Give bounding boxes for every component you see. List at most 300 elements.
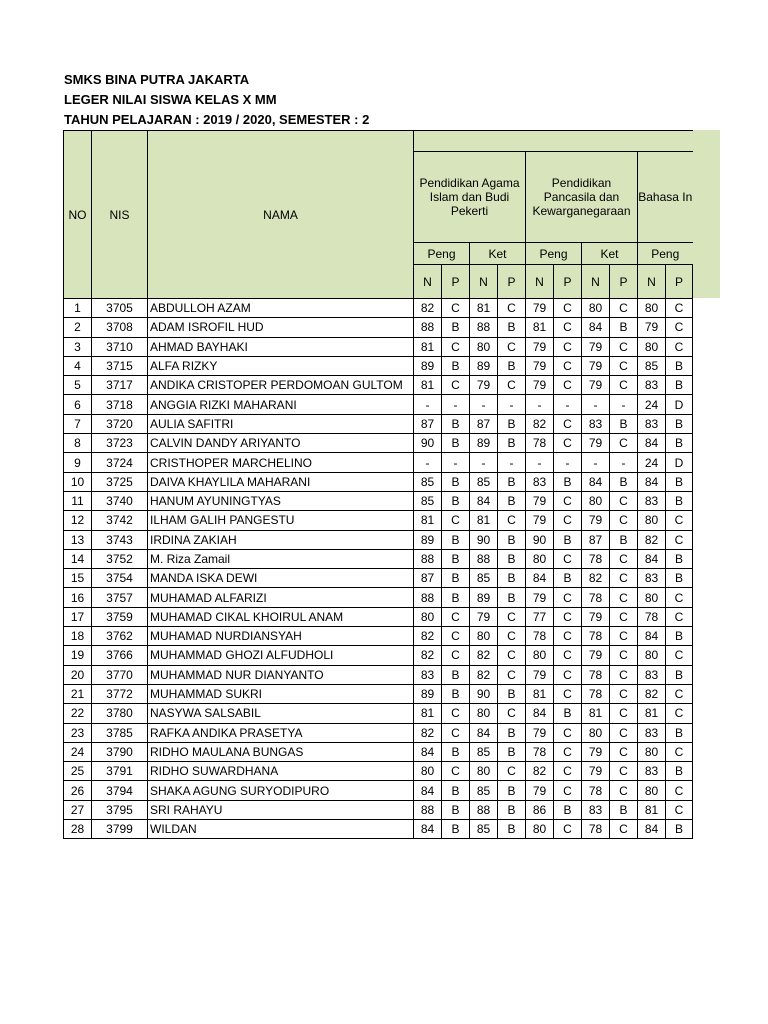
score-cell: 78 [582, 781, 610, 800]
predicate-cell: D [666, 395, 693, 414]
predicate-cell: B [442, 472, 470, 491]
document-header [64, 70, 369, 130]
predicate-cell: - [554, 453, 582, 472]
score-cell: 89 [470, 588, 498, 607]
student-name-cell: AHMAD BAYHAKI [148, 337, 414, 356]
table-row [64, 472, 693, 491]
student-name-cell: CRISTHOPER MARCHELINO [148, 453, 414, 472]
predicate-cell: C [554, 781, 582, 800]
predicate-cell: C [554, 318, 582, 337]
predicate-cell: C [498, 299, 526, 318]
predicate-cell: C [610, 646, 638, 665]
score-cell: 85 [470, 569, 498, 588]
predicate-cell: B [442, 491, 470, 510]
ket-header: Ket [582, 243, 638, 265]
n-header: N [414, 265, 442, 299]
score-cell: 79 [526, 665, 554, 684]
predicate-cell: C [666, 299, 693, 318]
predicate-cell: C [442, 704, 470, 723]
nis-cell: 3757 [92, 588, 148, 607]
table-row [64, 646, 693, 665]
student-name-cell: SRI RAHAYU [148, 800, 414, 819]
score-cell: 85 [470, 781, 498, 800]
predicate-cell: C [666, 511, 693, 530]
nis-cell: 3705 [92, 299, 148, 318]
score-cell: 88 [470, 549, 498, 568]
student-name-cell: MUHAMMAD SUKRI [148, 684, 414, 703]
student-name-cell: ABDULLOH AZAM [148, 299, 414, 318]
n-header: N [526, 265, 554, 299]
score-cell: 85 [470, 472, 498, 491]
nis-cell: 3718 [92, 395, 148, 414]
p-header: P [442, 265, 470, 299]
predicate-cell: C [554, 356, 582, 375]
score-cell: 87 [414, 414, 442, 433]
score-cell: 82 [526, 762, 554, 781]
predicate-cell: B [554, 569, 582, 588]
score-cell: 79 [526, 511, 554, 530]
predicate-cell: C [666, 742, 693, 761]
table-row [64, 723, 693, 742]
predicate-cell: B [442, 820, 470, 839]
row-number-cell: 9 [64, 453, 92, 472]
score-cell: 79 [526, 723, 554, 742]
predicate-cell: C [554, 665, 582, 684]
col-header-nama: NAMA [148, 131, 414, 299]
predicate-cell: - [554, 395, 582, 414]
table-row [64, 491, 693, 510]
score-cell: 79 [582, 356, 610, 375]
score-cell: 82 [582, 569, 610, 588]
predicate-cell: C [498, 511, 526, 530]
student-name-cell: RAFKA ANDIKA PRASETYA [148, 723, 414, 742]
score-cell: 83 [638, 569, 666, 588]
student-name-cell: IRDINA ZAKIAH [148, 530, 414, 549]
score-cell: 78 [582, 665, 610, 684]
nis-cell: 3791 [92, 762, 148, 781]
student-name-cell: MUHAMAD NURDIANSYAH [148, 627, 414, 646]
predicate-cell: B [666, 549, 693, 568]
predicate-cell: B [666, 472, 693, 491]
nis-cell: 3708 [92, 318, 148, 337]
score-cell: 85 [470, 742, 498, 761]
subject-group-header [414, 131, 693, 152]
predicate-cell: C [498, 607, 526, 626]
nis-cell: 3759 [92, 607, 148, 626]
score-cell: 80 [526, 646, 554, 665]
nis-cell: 3762 [92, 627, 148, 646]
predicate-cell: C [554, 511, 582, 530]
student-name-cell: MANDA ISKA DEWI [148, 569, 414, 588]
score-cell: 82 [638, 684, 666, 703]
nis-cell: 3770 [92, 665, 148, 684]
row-number-cell: 6 [64, 395, 92, 414]
predicate-cell: C [554, 434, 582, 453]
score-cell: 88 [414, 549, 442, 568]
peng-header: Peng [526, 243, 582, 265]
score-cell: 83 [526, 472, 554, 491]
score-cell: 80 [582, 299, 610, 318]
score-cell: 82 [470, 646, 498, 665]
table-row [64, 762, 693, 781]
nis-cell: 3742 [92, 511, 148, 530]
table-row [64, 607, 693, 626]
predicate-cell: B [610, 472, 638, 491]
predicate-cell: B [442, 414, 470, 433]
score-cell: 78 [582, 588, 610, 607]
col-header-nis: NIS [92, 131, 148, 299]
score-cell: 84 [638, 434, 666, 453]
col-header-no: NO [64, 131, 92, 299]
score-cell: 83 [638, 762, 666, 781]
predicate-cell: C [610, 434, 638, 453]
predicate-cell: B [498, 491, 526, 510]
score-cell: 80 [638, 781, 666, 800]
score-cell: 82 [638, 530, 666, 549]
nis-cell: 3717 [92, 376, 148, 395]
student-name-cell: ALFA RIZKY [148, 356, 414, 375]
predicate-cell: C [610, 511, 638, 530]
nis-cell: 3710 [92, 337, 148, 356]
score-cell: 80 [470, 627, 498, 646]
predicate-cell: C [442, 376, 470, 395]
predicate-cell: - [610, 395, 638, 414]
predicate-cell: C [554, 723, 582, 742]
predicate-cell: C [554, 820, 582, 839]
score-cell: 84 [414, 742, 442, 761]
score-cell: 79 [526, 781, 554, 800]
predicate-cell: C [610, 299, 638, 318]
row-number-cell: 4 [64, 356, 92, 375]
predicate-cell: C [610, 704, 638, 723]
predicate-cell: B [554, 704, 582, 723]
predicate-cell: C [666, 607, 693, 626]
score-cell: 80 [526, 820, 554, 839]
score-cell: 84 [414, 820, 442, 839]
score-cell: 80 [470, 337, 498, 356]
score-cell: - [526, 395, 554, 414]
predicate-cell: B [498, 781, 526, 800]
predicate-cell: C [666, 530, 693, 549]
score-cell: - [526, 453, 554, 472]
nis-cell: 3795 [92, 800, 148, 819]
score-cell: 90 [526, 530, 554, 549]
student-name-cell: RIDHO SUWARDHANA [148, 762, 414, 781]
score-cell: 84 [470, 491, 498, 510]
table-row [64, 800, 693, 819]
predicate-cell: C [442, 723, 470, 742]
predicate-cell: B [498, 820, 526, 839]
score-cell: - [470, 453, 498, 472]
score-cell: 89 [470, 434, 498, 453]
score-cell: 84 [582, 318, 610, 337]
score-cell: 83 [582, 800, 610, 819]
nis-cell: 3720 [92, 414, 148, 433]
predicate-cell: C [554, 646, 582, 665]
predicate-cell: B [498, 434, 526, 453]
score-cell: 79 [526, 376, 554, 395]
predicate-cell: C [610, 356, 638, 375]
score-cell: 79 [638, 318, 666, 337]
predicate-cell: B [442, 549, 470, 568]
predicate-cell: B [442, 530, 470, 549]
score-cell: 81 [638, 704, 666, 723]
table-row [64, 569, 693, 588]
score-cell: 90 [470, 684, 498, 703]
score-cell: 84 [638, 820, 666, 839]
predicate-cell: - [498, 395, 526, 414]
score-cell: 84 [638, 472, 666, 491]
row-number-cell: 21 [64, 684, 92, 703]
table-row [64, 395, 693, 414]
student-name-cell: RIDHO MAULANA BUNGAS [148, 742, 414, 761]
predicate-cell: C [666, 588, 693, 607]
predicate-cell: B [442, 684, 470, 703]
score-cell: 89 [470, 356, 498, 375]
predicate-cell: B [442, 318, 470, 337]
predicate-cell: C [610, 820, 638, 839]
student-name-cell: ANDIKA CRISTOPER PERDOMOAN GULTOM [148, 376, 414, 395]
score-cell: 78 [582, 820, 610, 839]
nis-cell: 3724 [92, 453, 148, 472]
score-cell: 79 [526, 299, 554, 318]
row-number-cell: 12 [64, 511, 92, 530]
predicate-cell: B [498, 684, 526, 703]
score-cell: 87 [414, 569, 442, 588]
table-row [64, 337, 693, 356]
predicate-cell: C [554, 588, 582, 607]
predicate-cell: B [554, 472, 582, 491]
row-number-cell: 27 [64, 800, 92, 819]
score-cell: 82 [526, 414, 554, 433]
score-cell: 84 [638, 627, 666, 646]
score-cell: 83 [582, 414, 610, 433]
row-number-cell: 14 [64, 549, 92, 568]
predicate-cell: C [610, 588, 638, 607]
predicate-cell: B [442, 800, 470, 819]
score-cell: 79 [582, 511, 610, 530]
score-cell: 78 [526, 742, 554, 761]
score-cell: 88 [414, 800, 442, 819]
predicate-cell: B [666, 414, 693, 433]
score-cell: 77 [526, 607, 554, 626]
predicate-cell: C [498, 762, 526, 781]
score-cell: 79 [470, 607, 498, 626]
predicate-cell: C [442, 337, 470, 356]
student-name-cell: M. Riza Zamail [148, 549, 414, 568]
row-number-cell: 7 [64, 414, 92, 433]
predicate-cell: B [610, 530, 638, 549]
nis-cell: 3794 [92, 781, 148, 800]
table-row [64, 434, 693, 453]
predicate-cell: C [666, 646, 693, 665]
predicate-cell: C [554, 491, 582, 510]
predicate-cell: C [610, 337, 638, 356]
score-cell: 81 [470, 511, 498, 530]
score-cell: 79 [582, 762, 610, 781]
predicate-cell: B [666, 491, 693, 510]
peng-header: Peng [638, 243, 693, 265]
row-number-cell: 5 [64, 376, 92, 395]
student-name-cell: MUHAMMAD NUR DIANYANTO [148, 665, 414, 684]
predicate-cell: C [610, 665, 638, 684]
row-number-cell: 3 [64, 337, 92, 356]
predicate-cell: C [610, 762, 638, 781]
score-cell: - [470, 395, 498, 414]
predicate-cell: C [554, 376, 582, 395]
table-row [64, 820, 693, 839]
score-cell: 80 [414, 762, 442, 781]
predicate-cell: C [666, 318, 693, 337]
predicate-cell: B [666, 820, 693, 839]
predicate-cell: B [442, 356, 470, 375]
student-name-cell: SHAKA AGUNG SURYODIPURO [148, 781, 414, 800]
p-header: P [610, 265, 638, 299]
score-cell: 81 [526, 684, 554, 703]
score-cell: 78 [526, 434, 554, 453]
predicate-cell: B [610, 414, 638, 433]
score-cell: 80 [638, 646, 666, 665]
predicate-cell: C [554, 627, 582, 646]
predicate-cell: B [498, 549, 526, 568]
predicate-cell: C [610, 742, 638, 761]
predicate-cell: B [498, 472, 526, 491]
student-name-cell: ANGGIA RIZKI MAHARANI [148, 395, 414, 414]
score-cell: 83 [638, 376, 666, 395]
score-cell: 80 [638, 742, 666, 761]
score-cell: 81 [470, 299, 498, 318]
predicate-cell: C [610, 684, 638, 703]
score-cell: 88 [470, 800, 498, 819]
score-cell: 83 [638, 723, 666, 742]
score-cell: 80 [526, 549, 554, 568]
score-cell: 84 [526, 569, 554, 588]
score-cell: 90 [414, 434, 442, 453]
score-cell: 83 [638, 665, 666, 684]
nis-cell: 3725 [92, 472, 148, 491]
n-header: N [582, 265, 610, 299]
predicate-cell: C [554, 549, 582, 568]
score-cell: 82 [414, 627, 442, 646]
table-row [64, 376, 693, 395]
ket-header: Ket [470, 243, 526, 265]
nis-cell: 3723 [92, 434, 148, 453]
predicate-cell: B [442, 742, 470, 761]
student-name-cell: AULIA SAFITRI [148, 414, 414, 433]
nis-cell: 3754 [92, 569, 148, 588]
score-cell: 82 [414, 723, 442, 742]
nis-cell: 3752 [92, 549, 148, 568]
predicate-cell: B [442, 781, 470, 800]
predicate-cell: B [498, 530, 526, 549]
score-cell: - [582, 395, 610, 414]
predicate-cell: C [442, 627, 470, 646]
p-header: P [498, 265, 526, 299]
row-number-cell: 17 [64, 607, 92, 626]
score-cell: 89 [414, 356, 442, 375]
predicate-cell: C [498, 704, 526, 723]
predicate-cell: C [666, 337, 693, 356]
nis-cell: 3799 [92, 820, 148, 839]
table-row [64, 511, 693, 530]
score-cell: 82 [414, 299, 442, 318]
nis-cell: 3790 [92, 742, 148, 761]
subject-bahasa: Bahasa In [638, 152, 693, 243]
predicate-cell: C [442, 299, 470, 318]
score-cell: 85 [470, 820, 498, 839]
student-name-cell: MUHAMAD ALFARIZI [148, 588, 414, 607]
predicate-cell: B [554, 530, 582, 549]
table-body [64, 299, 693, 839]
row-number-cell: 13 [64, 530, 92, 549]
row-number-cell: 15 [64, 569, 92, 588]
predicate-cell: C [554, 684, 582, 703]
score-cell: 84 [526, 704, 554, 723]
score-cell: 79 [582, 607, 610, 626]
score-cell: 79 [582, 434, 610, 453]
table-row [64, 665, 693, 684]
score-cell: 79 [582, 337, 610, 356]
row-number-cell: 25 [64, 762, 92, 781]
predicate-cell: C [554, 337, 582, 356]
nis-cell: 3780 [92, 704, 148, 723]
student-name-cell: MUHAMMAD GHOZI ALFUDHOLI [148, 646, 414, 665]
score-cell: - [582, 453, 610, 472]
predicate-cell: B [498, 800, 526, 819]
predicate-cell: D [666, 453, 693, 472]
score-cell: 81 [414, 337, 442, 356]
predicate-cell: C [554, 742, 582, 761]
student-name-cell: HANUM AYUNINGTYAS [148, 491, 414, 510]
table-row [64, 453, 693, 472]
student-name-cell: CALVIN DANDY ARIYANTO [148, 434, 414, 453]
predicate-cell: B [666, 627, 693, 646]
subject-pkn: Pendidikan Pancasila dan Kewarganegaraan [526, 152, 638, 243]
score-cell: 85 [414, 472, 442, 491]
academic-year: TAHUN PELAJARAN : 2019 / 2020, SEMESTER : 2 [64, 112, 370, 127]
score-cell: 80 [638, 588, 666, 607]
nis-cell: 3772 [92, 684, 148, 703]
score-cell: 87 [582, 530, 610, 549]
table-row [64, 414, 693, 433]
predicate-cell: B [554, 800, 582, 819]
predicate-cell: B [666, 665, 693, 684]
predicate-cell: B [666, 569, 693, 588]
score-cell: 24 [638, 395, 666, 414]
student-name-cell: ILHAM GALIH PANGESTU [148, 511, 414, 530]
row-number-cell: 1 [64, 299, 92, 318]
score-cell: 80 [414, 607, 442, 626]
score-cell: 83 [414, 665, 442, 684]
score-cell: 79 [582, 742, 610, 761]
row-number-cell: 11 [64, 491, 92, 510]
nis-cell: 3785 [92, 723, 148, 742]
score-cell: 80 [582, 723, 610, 742]
student-name-cell: WILDAN [148, 820, 414, 839]
predicate-cell: B [610, 800, 638, 819]
nis-cell: 3743 [92, 530, 148, 549]
predicate-cell: B [610, 318, 638, 337]
predicate-cell: B [442, 665, 470, 684]
predicate-cell: B [666, 434, 693, 453]
score-cell: 85 [638, 356, 666, 375]
table-row [64, 742, 693, 761]
score-cell: 79 [582, 646, 610, 665]
predicate-cell: C [666, 684, 693, 703]
predicate-cell: C [666, 800, 693, 819]
score-cell: 86 [526, 800, 554, 819]
score-cell: 89 [414, 684, 442, 703]
